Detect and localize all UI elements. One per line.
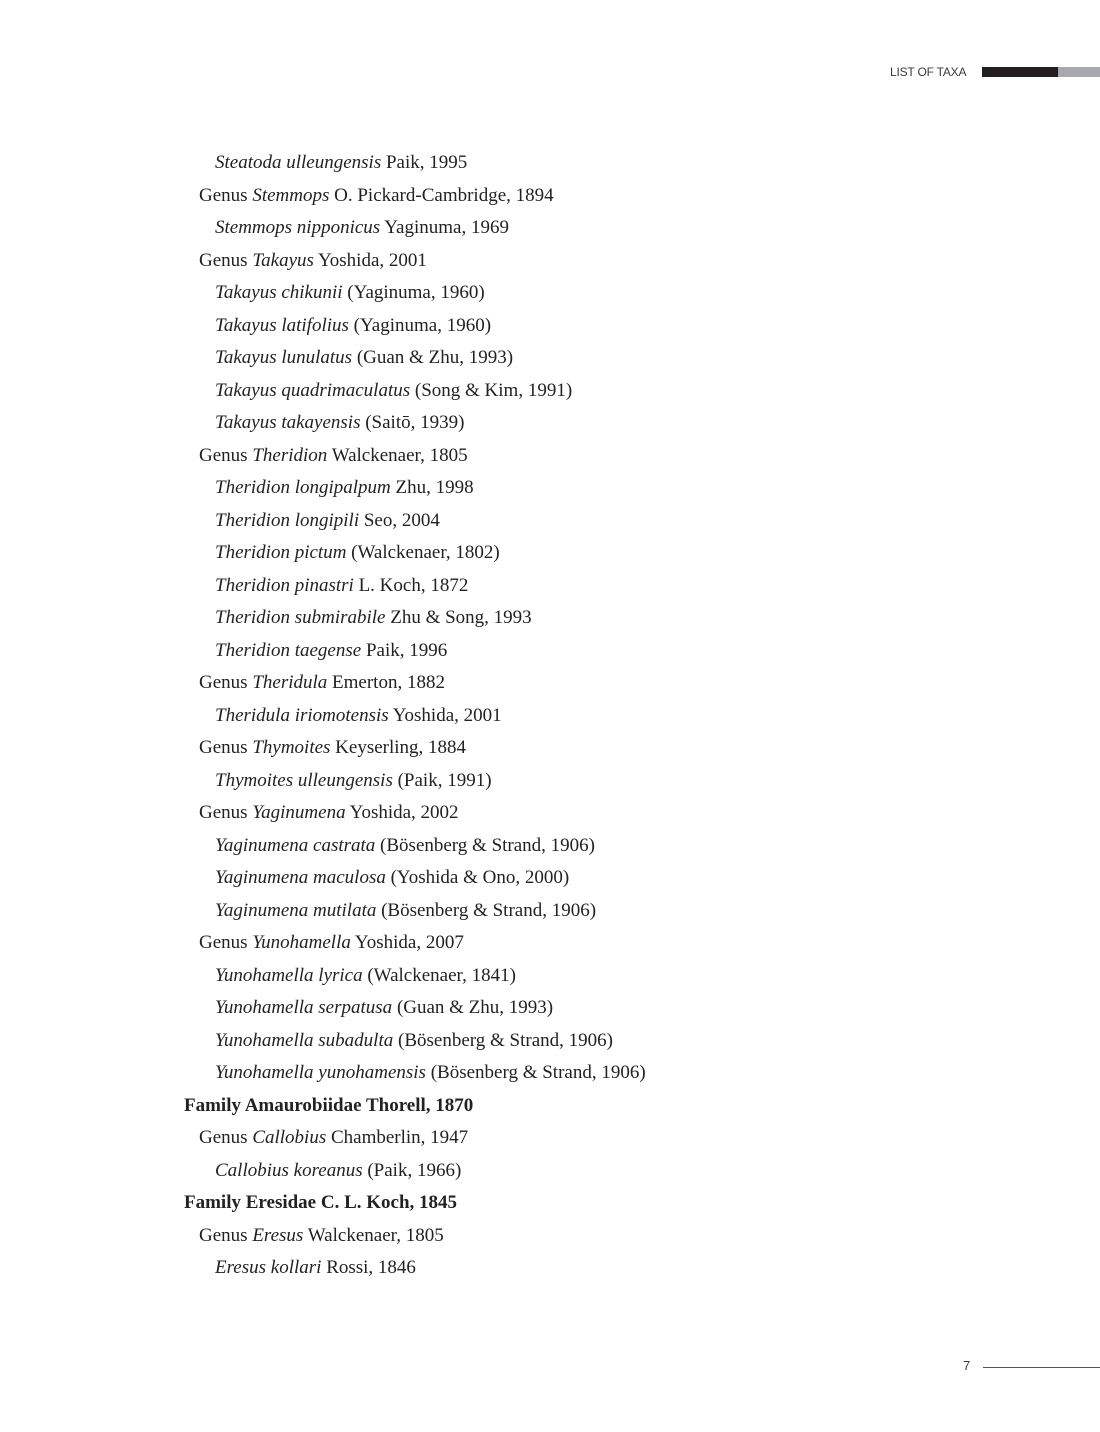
taxon-species: [0, 570, 1100, 603]
taxon-name: Theridion pinastri: [215, 574, 354, 596]
taxon-species: [0, 375, 1100, 408]
taxon-authority: (Walckenaer, 1841): [367, 964, 516, 986]
taxon-species: [0, 505, 1100, 538]
taxon-rank-label: Genus: [199, 932, 248, 953]
taxon-name: Theridula iriomotensis: [215, 704, 389, 726]
taxon-name: Steatoda ulleungensis: [215, 152, 382, 173]
taxon-rank-label: Genus: [199, 1127, 248, 1148]
taxon-species: [0, 960, 1100, 993]
taxon-name: Yaginumena: [252, 802, 346, 823]
taxon-name: Theridion submirabile: [215, 607, 386, 628]
taxon-name: Theridion taegense: [215, 639, 362, 661]
header-bar-dark: [982, 67, 1058, 77]
taxon-authority: Yaginuma, 1969: [384, 217, 509, 238]
taxon-genus: [0, 797, 1100, 830]
taxon-name: Takayus latifolius: [215, 314, 349, 336]
taxon-species: [0, 830, 1100, 863]
taxon-family: [0, 1090, 1100, 1123]
taxon-species: [0, 1155, 1100, 1188]
taxon-name: Eresidae: [245, 1192, 317, 1213]
taxon-rank-label: Genus: [199, 184, 248, 206]
taxon-name: Yaginumena castrata: [215, 834, 376, 856]
taxon-authority: Chamberlin, 1947: [330, 1127, 469, 1148]
taxon-rank-label: Genus: [199, 249, 248, 271]
taxon-name: Stemmops nipponicus: [215, 217, 381, 238]
taxon-name: Theridion: [252, 444, 328, 466]
taxon-authority: Yoshida, 2001: [317, 249, 427, 271]
taxon-authority: (Guan & Zhu, 1993): [396, 997, 554, 1018]
taxon-name: Theridion longipili: [215, 509, 360, 531]
section-title: LIST OF TAXA: [890, 65, 967, 79]
taxon-species: [0, 765, 1100, 798]
taxon-authority: (Yaginuma, 1960): [347, 282, 485, 303]
taxon-authority: Keyserling, 1884: [335, 737, 467, 758]
taxon-authority: (Bösenberg & Strand, 1906): [381, 899, 597, 921]
taxon-authority: Paik, 1996: [365, 639, 448, 661]
taxon-authority: (Paik, 1966): [367, 1159, 462, 1181]
taxon-name: Theridion pictum: [215, 542, 347, 563]
taxon-rank-label: Genus: [199, 444, 248, 466]
taxon-rank-label: Family: [184, 1192, 241, 1213]
taxon-rank-label: Genus: [199, 802, 248, 823]
taxon-authority: Emerton, 1882: [332, 672, 445, 693]
taxon-genus: [0, 180, 1100, 213]
taxon-authority: Paik, 1995: [385, 152, 468, 173]
taxon-name: Yaginumena mutilata: [215, 899, 377, 921]
footer-rule: [983, 1367, 1100, 1368]
taxon-species: [0, 895, 1100, 928]
taxon-species: [0, 602, 1100, 635]
taxon-name: Amaurobiidae: [244, 1094, 362, 1116]
taxon-species: [0, 472, 1100, 505]
taxon-authority: Zhu & Song, 1993: [390, 607, 532, 628]
taxon-species: [0, 1057, 1100, 1090]
taxon-species: [0, 862, 1100, 895]
taxon-rank-label: Genus: [199, 737, 248, 758]
taxon-name: Eresus: [252, 1224, 304, 1246]
taxon-name: Yunohamella yunohamensis: [215, 1062, 426, 1083]
taxon-genus: [0, 1220, 1100, 1253]
taxon-authority: Walckenaer, 1805: [331, 444, 468, 466]
taxon-species: [0, 310, 1100, 343]
taxon-genus: [0, 440, 1100, 473]
taxon-name: Yunohamella: [252, 932, 351, 953]
taxon-authority: Zhu, 1998: [395, 477, 474, 498]
taxon-authority: C. L. Koch, 1845: [320, 1192, 458, 1213]
taxon-species: [0, 700, 1100, 733]
taxon-authority: (Saitō, 1939): [365, 412, 465, 433]
page-number: 7: [963, 1358, 971, 1373]
taxon-name: Takayus chikunii: [215, 282, 343, 303]
taxon-species: [0, 992, 1100, 1025]
taxon-name: Theridion longipalpum: [215, 477, 391, 498]
taxon-authority: (Walckenaer, 1802): [351, 542, 500, 563]
taxon-species: [0, 1252, 1100, 1285]
taxon-rank-label: Genus: [199, 672, 248, 693]
taxon-authority: O. Pickard-Cambridge, 1894: [334, 184, 554, 206]
taxon-species: [0, 212, 1100, 245]
taxon-species: [0, 342, 1100, 375]
taxon-rank-label: Family: [184, 1094, 241, 1116]
taxon-authority: (Bösenberg & Strand, 1906): [430, 1062, 646, 1083]
taxon-name: Takayus takayensis: [215, 412, 361, 433]
taxon-name: Yaginumena maculosa: [215, 867, 386, 888]
taxon-species: [0, 407, 1100, 440]
header-bar-light: [1058, 67, 1100, 77]
taxon-authority: Thorell, 1870: [365, 1094, 474, 1116]
taxon-name: Eresus kollari: [215, 1257, 322, 1278]
taxon-authority: Walckenaer, 1805: [307, 1224, 444, 1246]
taxon-name: Yunohamella lyrica: [215, 964, 363, 986]
taxa-list: [0, 147, 1100, 1285]
taxon-authority: Yoshida, 2002: [349, 802, 459, 823]
taxon-species: [0, 277, 1100, 310]
taxon-species: [0, 635, 1100, 668]
taxon-name: Takayus: [252, 249, 314, 271]
taxon-name: Thymoites: [252, 737, 331, 758]
taxon-authority: (Guan & Zhu, 1993): [356, 347, 514, 368]
taxon-genus: [0, 732, 1100, 765]
taxon-authority: Yoshida, 2007: [354, 932, 464, 953]
taxon-name: Callobius koreanus: [215, 1159, 363, 1181]
taxon-name: Callobius: [252, 1127, 327, 1148]
taxon-name: Takayus lunulatus: [215, 347, 353, 368]
taxon-family: [0, 1187, 1100, 1220]
taxon-authority: (Yoshida & Ono, 2000): [390, 867, 570, 888]
taxon-rank-label: Genus: [199, 1224, 248, 1246]
taxon-authority: (Bösenberg & Strand, 1906): [398, 1029, 613, 1051]
taxon-name: Yunohamella serpatusa: [215, 997, 393, 1018]
taxon-authority: Seo, 2004: [363, 509, 440, 531]
taxon-name: Stemmops: [252, 184, 330, 206]
taxon-genus: [0, 927, 1100, 960]
taxon-name: Takayus quadrimaculatus: [215, 379, 411, 401]
taxon-genus: [0, 1122, 1100, 1155]
page-footer: [950, 1358, 1100, 1378]
taxon-authority: (Bösenberg & Strand, 1906): [380, 834, 596, 856]
running-header: [850, 64, 1100, 80]
taxon-species: [0, 537, 1100, 570]
taxon-authority: (Yaginuma, 1960): [353, 314, 492, 336]
taxon-authority: (Paik, 1991): [397, 769, 492, 791]
taxon-name: Yunohamella subadulta: [215, 1029, 394, 1051]
taxon-name: Theridula: [252, 672, 328, 693]
taxon-authority: Yoshida, 2001: [392, 704, 502, 726]
taxon-name: Thymoites ulleungensis: [215, 769, 393, 791]
taxon-genus: [0, 667, 1100, 700]
taxon-authority: Rossi, 1846: [326, 1257, 416, 1278]
taxon-genus: [0, 245, 1100, 278]
taxon-species: [0, 1025, 1100, 1058]
taxon-authority: L. Koch, 1872: [358, 574, 469, 596]
taxon-species: [0, 147, 1100, 180]
taxon-authority: (Song & Kim, 1991): [414, 379, 573, 401]
